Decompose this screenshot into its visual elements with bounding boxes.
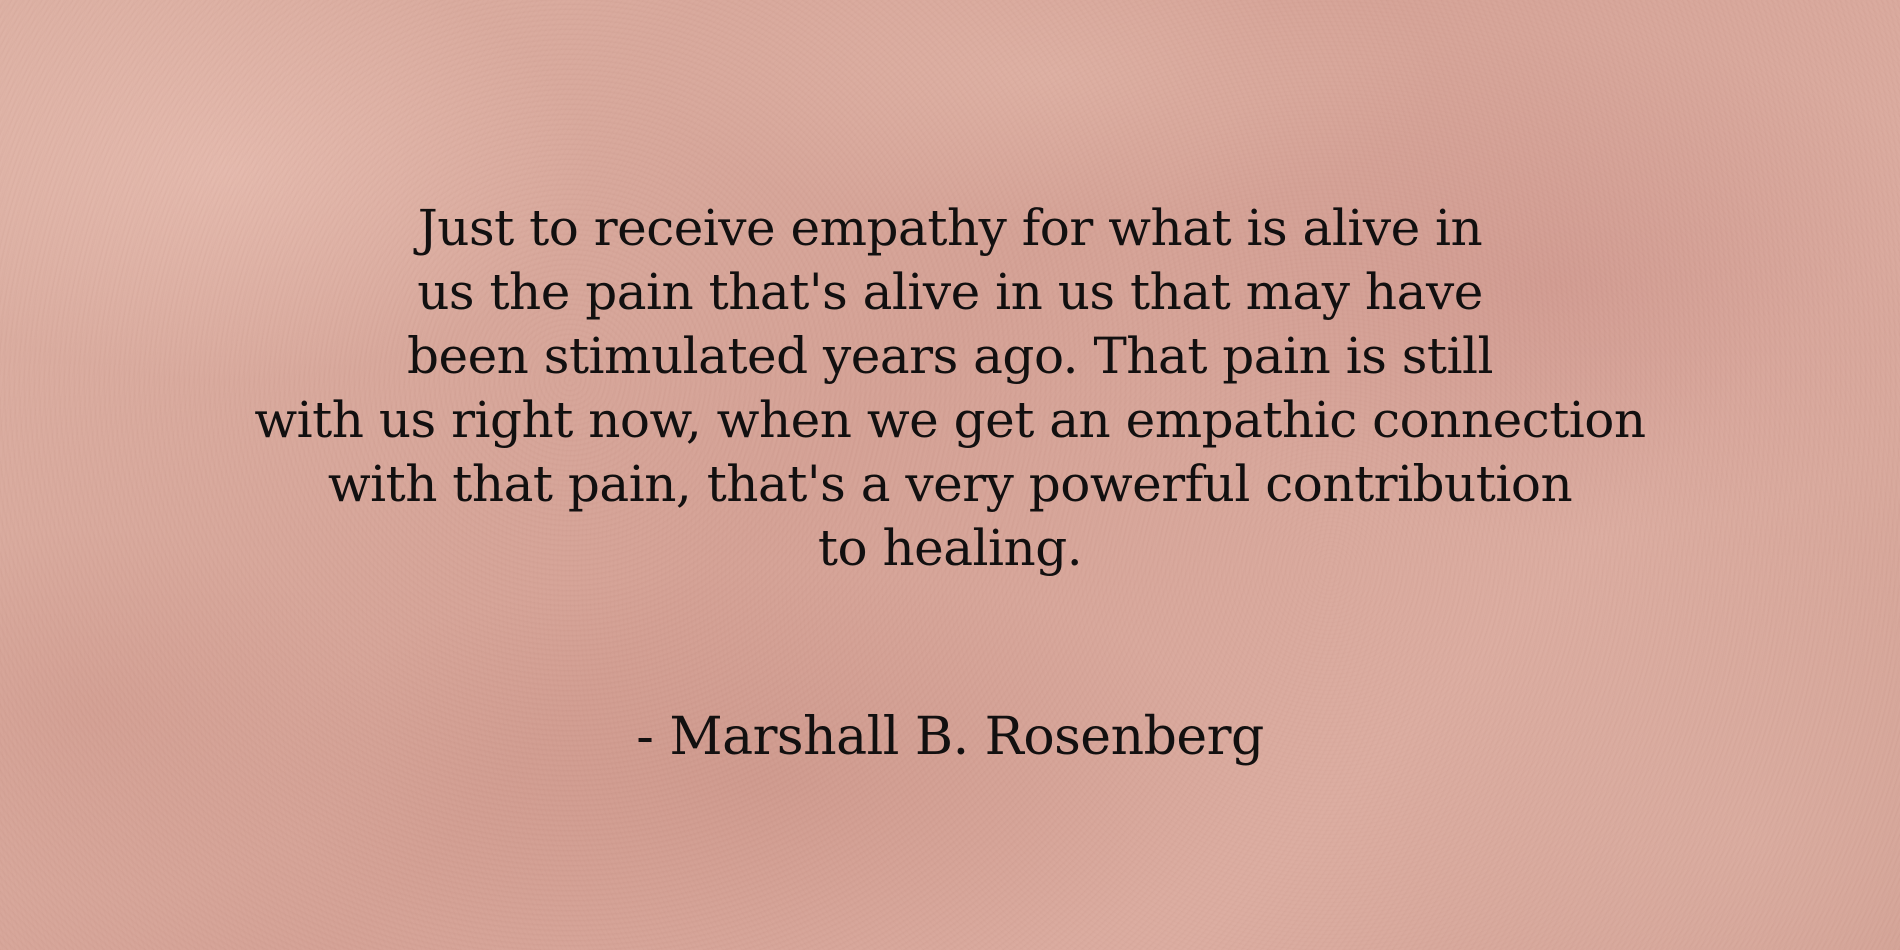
quote-text — [0, 196, 1900, 580]
quote-line-6: to healing. — [817, 519, 1083, 577]
quote-line-3: been stimulated years ago. That pain is still — [407, 327, 1493, 385]
quote-line-4: with us right now, when we get an empathic connection — [254, 391, 1646, 449]
quote-line-5: with that pain, that's a very powerful contribution — [327, 455, 1573, 513]
quote-line-2: us the pain that's alive in us that may have — [417, 263, 1483, 321]
quote-attribution: - Marshall B. Rosenberg — [636, 707, 1264, 767]
quote-line-1: Just to receive empathy for what is alive in — [417, 199, 1483, 257]
